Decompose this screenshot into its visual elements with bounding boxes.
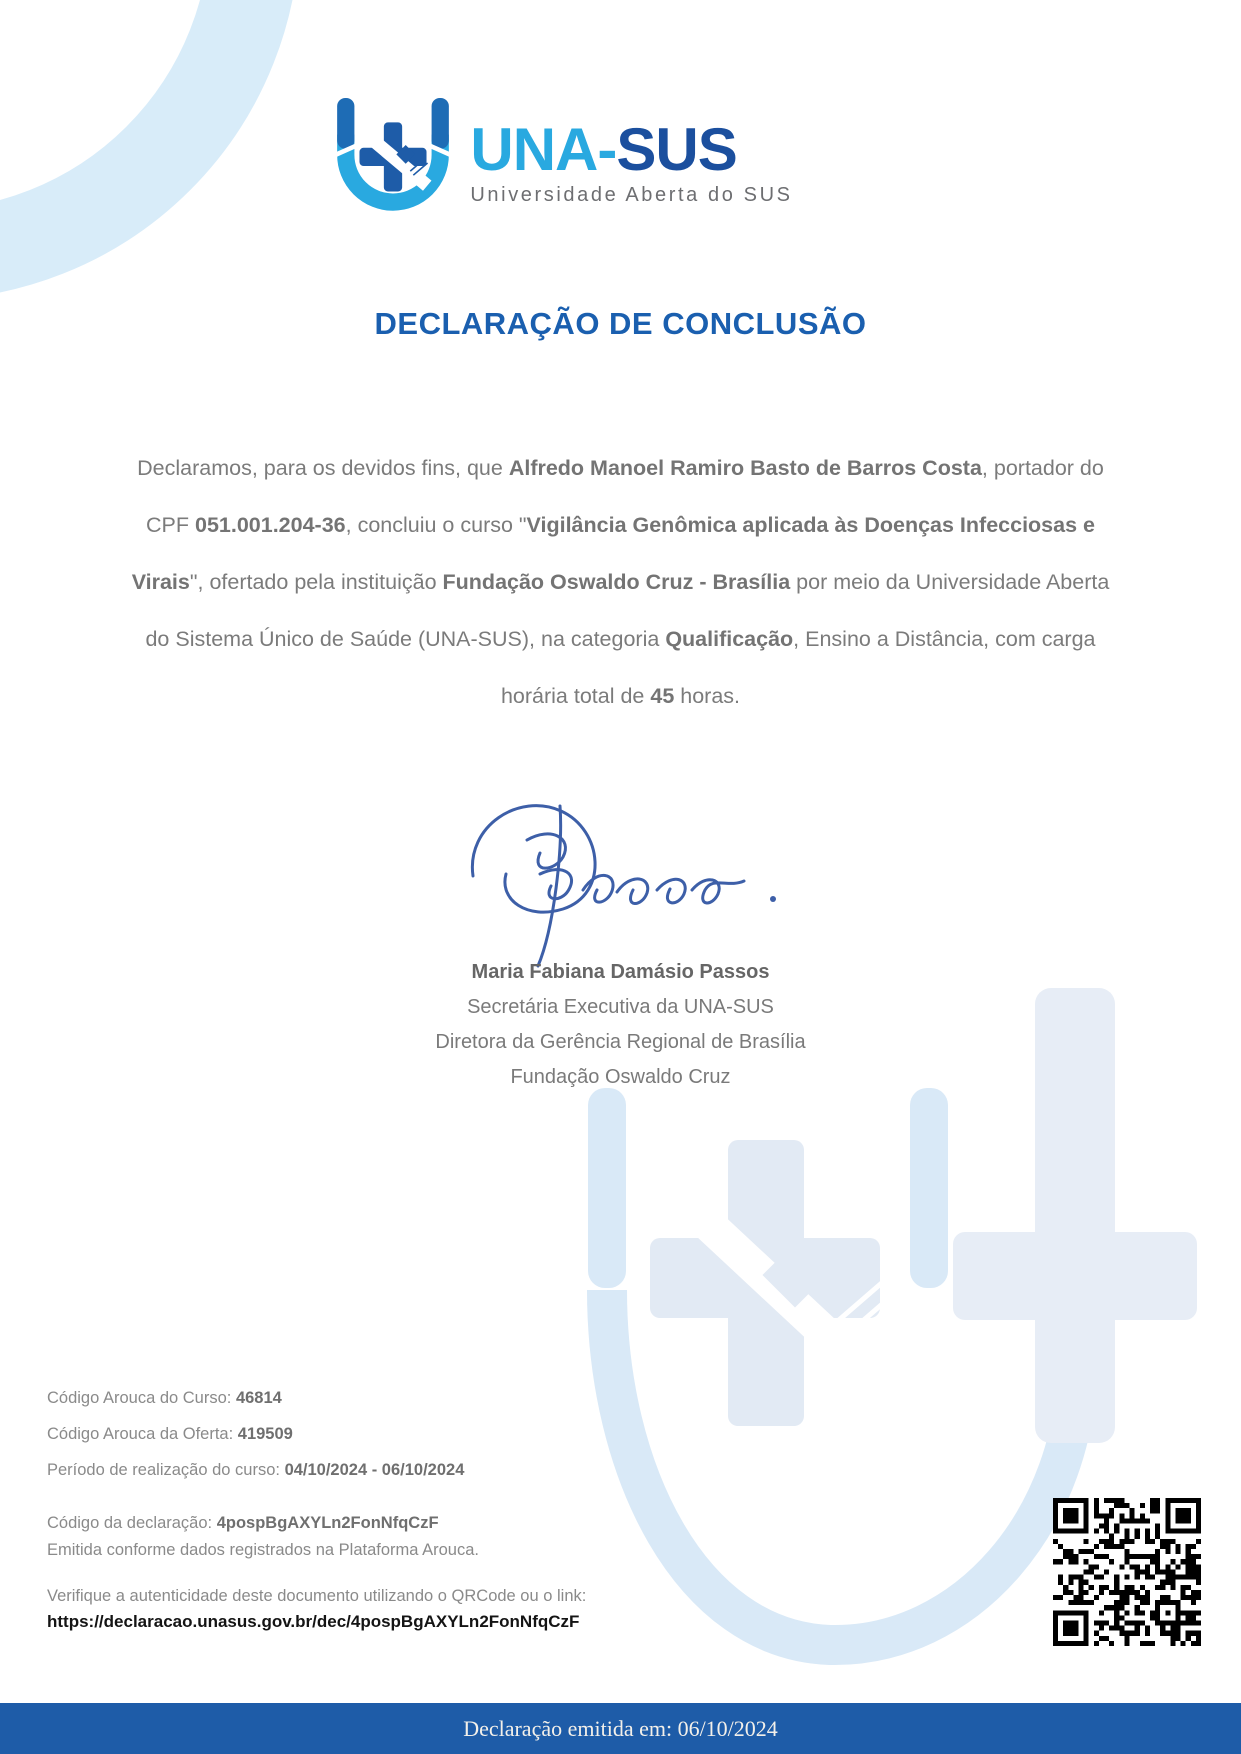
period-line [47, 1452, 464, 1488]
period-label: Período de realização do curso: [47, 1461, 285, 1479]
declaration-code-value: 4pospBgAXYLn2FonNfqCzF [216, 1514, 439, 1532]
qr-code [1053, 1498, 1201, 1646]
handwritten-signature [411, 778, 831, 973]
footer-bar [0, 1703, 1241, 1754]
signer-block [0, 955, 1241, 1095]
signer-name: Maria Fabiana Damásio Passos [471, 961, 770, 983]
wordmark-sus: SUS [616, 116, 737, 183]
issued-note: Emitida conforme dados registrados na Plataforma Arouca. [47, 1541, 479, 1559]
wordmark-una: UNA- [470, 116, 617, 183]
unasus-wordmark-text [470, 116, 792, 183]
signer-role-3: Fundação Oswaldo Cruz [510, 1066, 731, 1088]
course-code-line [47, 1380, 464, 1416]
verify-url-link[interactable]: https://declaracao.unasus.gov.br/dec/4pospBgAXYLn2FonNfqCzF [47, 1612, 580, 1631]
course-code-label: Código Arouca do Curso: [47, 1389, 236, 1407]
declaration-code-line [47, 1510, 479, 1537]
verification-block [47, 1583, 586, 1635]
declaration-code-block [47, 1510, 479, 1564]
signer-role-2: Diretora da Gerência Regional de Brasília [435, 1031, 806, 1053]
unasus-tagline: Universidade Aberta do SUS [470, 184, 793, 206]
offer-code-line [47, 1416, 464, 1452]
signer-role-1: Secretária Executiva da UNA-SUS [467, 996, 774, 1018]
verify-note: Verifique a autenticidade deste documento utilizando o QRCode ou o link: [47, 1587, 587, 1605]
unasus-wordmark [470, 116, 793, 207]
course-code-value: 46814 [235, 1389, 282, 1407]
unasus-cross-icon [332, 98, 454, 228]
document-title: DECLARAÇÃO DE CONCLUSÃO [374, 306, 867, 341]
declaration-paragraph: Declaramos, para os devidos fins, que Alfredo Manoel Ramiro Basto de Barros Costa, portador do CPF 051.001.204-36, concluiu o curso "Vigilância Genômica aplicada às Doenças Infecciosas e Virais", ofertado pela instituição Fundação Oswaldo Cruz - Brasília por meio da Universidade Aberta do Sistema Único de Saúde (UNA-SUS), na categoria Qualificação, Ensino a Distância, com carga horária total de 45 horas. [131, 455, 1110, 708]
unasus-logo [0, 98, 1183, 228]
declaration-code-label: Código da declaração: [47, 1514, 217, 1532]
footer-issued-date: Declaração emitida em: 06/10/2024 [463, 1715, 778, 1741]
course-codes-block [47, 1380, 464, 1488]
period-value: 04/10/2024 - 06/10/2024 [284, 1461, 465, 1479]
offer-code-label: Código Arouca da Oferta: [47, 1425, 238, 1443]
offer-code-value: 419509 [237, 1425, 293, 1443]
